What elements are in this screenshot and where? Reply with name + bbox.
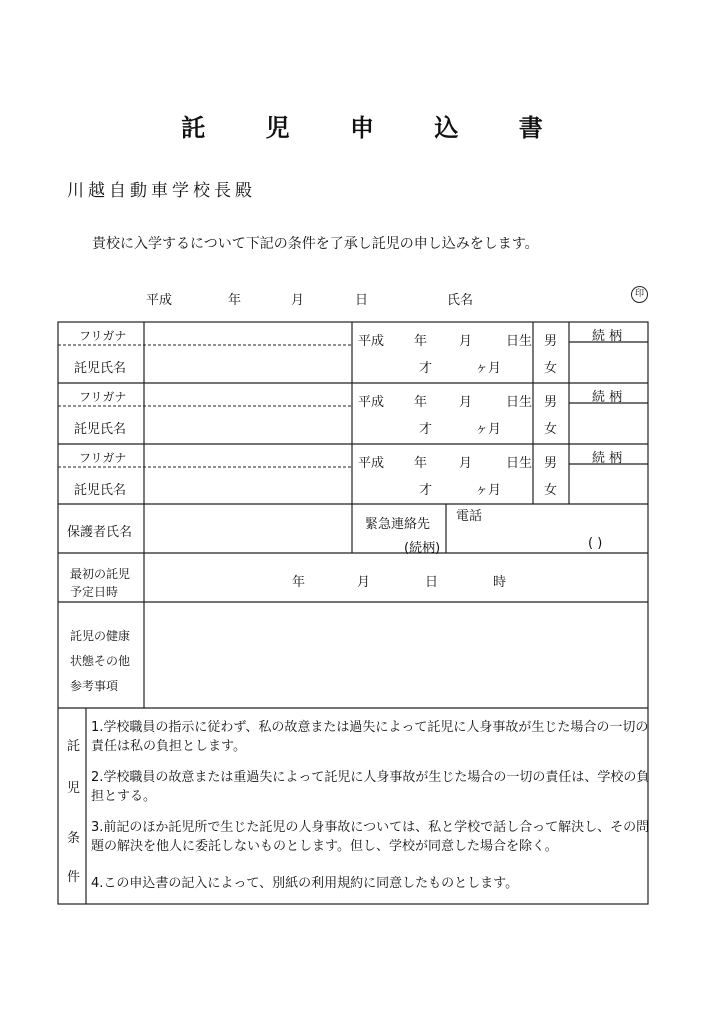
child-name-label: 託児氏名 [74,361,127,376]
health-label-line1: 託児の健康 [70,629,131,643]
condition-item: 1.学校職員の指示に従わず、私の故意または過失によって託児に人身事故が生じた場合の一切の責任は私の負担とします。 [91,720,649,754]
emergency-contact-label: 緊急連絡先 [365,517,431,532]
birth-era: 平成 [358,395,385,410]
sex-male: 男 [544,456,558,471]
health-label-line2: 状態その他 [70,654,131,668]
first-date-year: 年 [292,575,306,590]
first-care-label: 最初の託児 [70,567,131,581]
date-month: 月 [291,293,305,308]
birth-year: 年 [414,334,428,349]
furigana-label: フリガナ [79,451,127,465]
furigana-label: フリガナ [79,329,127,343]
birth-month: 月 [459,395,473,410]
age-months: ヶ月 [475,483,502,498]
name-label: 氏名 [447,293,474,308]
conditions-label-char: 条 [67,831,81,846]
first-date-day: 日 [425,575,439,590]
conditions-label-char: 件 [67,870,81,885]
intro-text: 貴校に入学するについて下記の条件を了承し託児の申し込みをします。 [92,236,539,252]
birth-month: 月 [459,334,473,349]
date-day: 日 [355,293,369,308]
sex-male: 男 [544,334,558,349]
form-title: 託 児 申 込 書 [181,114,569,142]
date-year: 年 [228,293,242,308]
birth-day: 日生 [506,395,533,410]
scheduled-datetime-label: 予定日時 [70,585,119,599]
conditions-label-char: 託 [67,739,81,754]
health-label-line3: 参考事項 [70,679,119,693]
relation-label: 続 柄 [592,451,623,466]
phone-relation-paren: ( ) [588,536,603,551]
birth-month: 月 [459,456,473,471]
addressee: 川越自動車学校長殿 [67,181,256,201]
conditions-label-char: 児 [67,781,81,796]
relation-paren-label: (続柄) [404,541,441,556]
age-months: ヶ月 [475,422,502,437]
birth-day: 日生 [506,456,533,471]
age-months: ヶ月 [475,361,502,376]
birth-day: 日生 [506,334,533,349]
age-years: 才 [419,422,433,437]
condition-item: 2.学校職員の故意または重過失によって託児に人身事故が生じた場合の一切の責任は、学校の負担とする。 [91,770,650,804]
sex-female: 女 [544,483,558,498]
sex-female: 女 [544,422,558,437]
child-name-label: 託児氏名 [74,483,127,498]
sex-female: 女 [544,361,558,376]
birth-era: 平成 [358,334,385,349]
phone-label: 電話 [456,509,483,524]
furigana-label: フリガナ [79,390,127,404]
date-era: 平成 [146,293,173,308]
relation-label: 続 柄 [592,329,623,344]
birth-year: 年 [414,456,428,471]
form-border [58,322,648,904]
sex-male: 男 [544,395,558,410]
condition-item: 3.前記のほか託児所で生じた託児の人身事故については、私と学校で話し合って解決し、その問題の解決を他人に委託しないものとします。但し、学校が同意した場合を除く。 [91,820,650,854]
birth-year: 年 [414,395,428,410]
age-years: 才 [419,483,433,498]
condition-item: 4.この申込書の記入によって、別紙の利用規約に同意したものとします。 [91,876,519,891]
birth-era: 平成 [358,456,385,471]
age-years: 才 [419,361,433,376]
first-date-hour: 時 [493,575,507,590]
guardian-name-label: 保護者氏名 [67,525,133,540]
seal-mark: 印 [631,286,648,303]
first-date-month: 月 [357,575,371,590]
relation-label: 続 柄 [592,390,623,405]
child-name-label: 託児氏名 [74,422,127,437]
